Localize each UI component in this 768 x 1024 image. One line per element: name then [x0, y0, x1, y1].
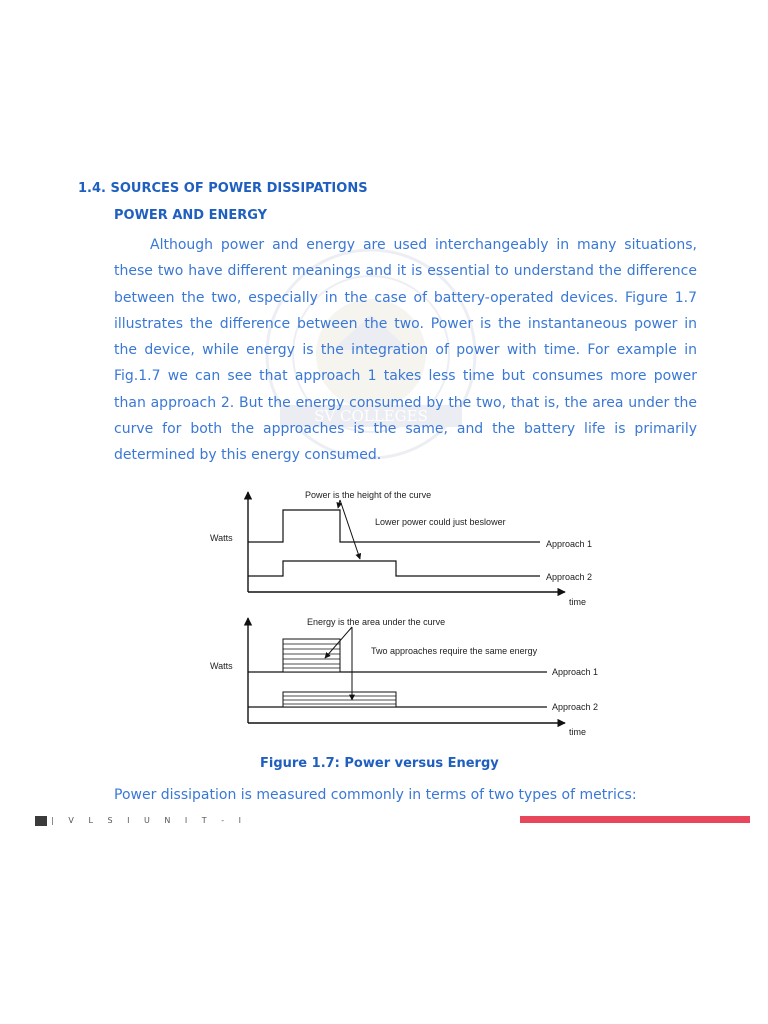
pointer-arrow-left — [338, 500, 340, 508]
power-panel-y-label: Watts — [210, 533, 233, 543]
power-panel-x-label: time — [569, 597, 587, 607]
footer-running-title — [35, 816, 247, 826]
approach1-energy-area — [283, 639, 340, 672]
page-footer — [35, 816, 750, 826]
power-vs-energy-figure — [195, 478, 615, 748]
approach2-power-curve — [248, 561, 540, 576]
lower-power-annotation: Lower power could just beslower — [375, 517, 506, 527]
energy-panel — [210, 617, 598, 737]
footer-accent-bar — [520, 816, 750, 823]
section-heading: 1.4. SOURCES OF POWER DISSIPATIONS — [78, 181, 368, 196]
page-number: 11 — [36, 816, 47, 825]
pointer-arrow-right — [340, 500, 360, 559]
same-energy-annotation: Two approaches require the same energy — [371, 646, 538, 656]
watermark-band-text: SV COLLEGES — [314, 407, 428, 425]
approach2-energy-area — [283, 692, 396, 707]
energy-panel-approach1-label: Approach 1 — [552, 667, 599, 677]
energy-panel-x-label: time — [569, 727, 587, 737]
energy-panel-y-label: Watts — [210, 661, 233, 671]
power-height-annotation: Power is the height of the curve — [305, 490, 432, 500]
body-paragraph-text: Although power and energy are used interchangeably in many situations, these two have different meanings and it is essential to understand the difference between the two, especially in the case of battery-operated devices. Figure 1.7 illustrates the difference between the two. Power is the instantaneous power in the device, while energy is the integration of power with time. For example in Fig.1.7 we can see that approach 1 takes less time but consumes more power than approach 2. But the energy consumed by the two, that is, the area under the curve for both the approaches is the same, and the battery life is primarily determined by this energy consumed. — [114, 237, 697, 464]
power-panel-approach1-label: Approach 1 — [546, 539, 593, 549]
power-panel — [210, 490, 592, 607]
footer-title-text: | V L S I U N I T - I — [51, 816, 248, 825]
energy-panel-approach2-label: Approach 2 — [552, 702, 599, 712]
energy-area-annotation: Energy is the area under the curve — [307, 617, 446, 627]
body-paragraph — [114, 232, 697, 469]
figure-caption: Figure 1.7: Power versus Energy — [260, 756, 499, 771]
power-panel-approach2-label: Approach 2 — [546, 572, 593, 582]
metrics-intro-text: Power dissipation is measured commonly in terms of two types of metrics: — [114, 787, 637, 803]
subsection-heading: POWER AND ENERGY — [114, 208, 268, 223]
